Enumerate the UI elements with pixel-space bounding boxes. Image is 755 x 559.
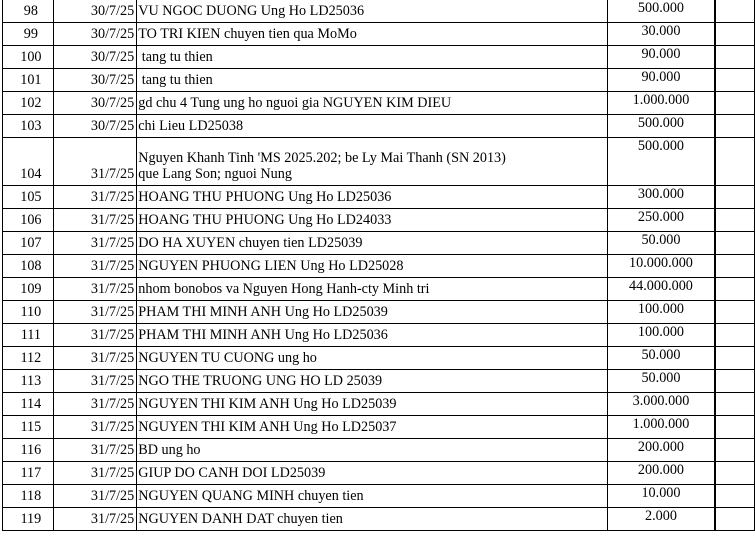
- row-number-cell: 113: [3, 370, 54, 393]
- amount-cell: 1.000.000: [607, 416, 714, 439]
- donation-table: [2, 0, 755, 531]
- date-cell: 31/7/25: [53, 209, 137, 232]
- empty-cell: [715, 278, 755, 301]
- table-row: [3, 232, 755, 255]
- row-number-cell: 117: [3, 462, 54, 485]
- amount-cell: 50.000: [607, 232, 714, 255]
- row-number-cell: 110: [3, 301, 54, 324]
- empty-cell: [715, 69, 755, 92]
- description-line-1: Nguyen Khanh Tinh 'MS 2025.202; be Ly Mai Thanh (SN 2013): [138, 150, 506, 166]
- row-number-cell: 102: [3, 92, 54, 115]
- empty-cell: [715, 209, 755, 232]
- description-cell: PHAM THI MINH ANH Ung Ho LD25039: [137, 301, 608, 324]
- empty-cell: [715, 393, 755, 416]
- row-number-cell: 101: [3, 69, 54, 92]
- empty-cell: [715, 92, 755, 115]
- empty-cell: [715, 462, 755, 485]
- amount-cell: 500.000: [607, 138, 714, 186]
- amount-cell: 200.000: [607, 462, 714, 485]
- description-cell: PHAM THI MINH ANH Ung Ho LD25036: [137, 324, 608, 347]
- table-row: [3, 347, 755, 370]
- row-number-cell: 107: [3, 232, 54, 255]
- table-row: [3, 393, 755, 416]
- date-cell: 31/7/25: [53, 416, 137, 439]
- description-cell: DO HA XUYEN chuyen tien LD25039: [137, 232, 608, 255]
- date-cell: 31/7/25: [53, 278, 137, 301]
- description-cell: VU NGOC DUONG Ung Ho LD25036: [137, 0, 608, 23]
- table-row: [3, 92, 755, 115]
- empty-cell: [715, 115, 755, 138]
- table-row: [3, 46, 755, 69]
- date-cell: 31/7/25: [53, 508, 137, 531]
- description-cell: tang tu thien: [137, 46, 608, 69]
- table-row: [3, 209, 755, 232]
- empty-cell: [715, 508, 755, 531]
- table-row: [3, 416, 755, 439]
- row-number-cell: 116: [3, 439, 54, 462]
- date-cell: 31/7/25: [53, 393, 137, 416]
- table-row: [3, 439, 755, 462]
- empty-cell: [715, 0, 755, 23]
- description-cell: chi Lieu LD25038: [137, 115, 608, 138]
- description-cell: gd chu 4 Tung ung ho nguoi gia NGUYEN KIM DIEU: [137, 92, 608, 115]
- date-cell: 30/7/25: [53, 23, 137, 46]
- row-number-cell: 115: [3, 416, 54, 439]
- description-cell: NGUYEN THI KIM ANH Ung Ho LD25037: [137, 416, 608, 439]
- empty-cell: [715, 416, 755, 439]
- row-number-cell: 108: [3, 255, 54, 278]
- empty-cell: [715, 347, 755, 370]
- description-cell: BD ung ho: [137, 439, 608, 462]
- table-row: [3, 370, 755, 393]
- row-number-cell: 105: [3, 186, 54, 209]
- description-cell: NGUYEN THI KIM ANH Ung Ho LD25039: [137, 393, 608, 416]
- empty-cell: [715, 186, 755, 209]
- table-row: [3, 462, 755, 485]
- empty-cell: [715, 255, 755, 278]
- date-cell: 31/7/25: [53, 255, 137, 278]
- amount-cell: 50.000: [607, 370, 714, 393]
- amount-cell: 250.000: [607, 209, 714, 232]
- date-cell: 30/7/25: [53, 92, 137, 115]
- row-number-cell: 104: [3, 138, 54, 186]
- empty-cell: [715, 232, 755, 255]
- table-row: [3, 0, 755, 23]
- amount-cell: 2.000: [607, 508, 714, 531]
- amount-cell: 30.000: [607, 23, 714, 46]
- date-cell: 30/7/25: [53, 115, 137, 138]
- description-cell: NGUYEN DANH DAT chuyen tien: [137, 508, 608, 531]
- amount-cell: 44.000.000: [607, 278, 714, 301]
- amount-cell: 1.000.000: [607, 92, 714, 115]
- amount-cell: 500.000: [607, 0, 714, 23]
- amount-cell: 10.000.000: [607, 255, 714, 278]
- empty-cell: [715, 324, 755, 347]
- description-cell: nhom bonobos va Nguyen Hong Hanh-cty Minh tri: [137, 278, 608, 301]
- date-cell: 31/7/25: [53, 347, 137, 370]
- date-cell: 31/7/25: [53, 186, 137, 209]
- table-row: [3, 186, 755, 209]
- empty-cell: [715, 370, 755, 393]
- row-number-cell: 103: [3, 115, 54, 138]
- empty-cell: [715, 23, 755, 46]
- empty-cell: [715, 485, 755, 508]
- description-cell: [137, 138, 608, 186]
- table-row: [3, 485, 755, 508]
- date-cell: 31/7/25: [53, 301, 137, 324]
- amount-cell: 200.000: [607, 439, 714, 462]
- table-row: [3, 255, 755, 278]
- row-number-cell: 111: [3, 324, 54, 347]
- empty-cell: [715, 138, 755, 186]
- row-number-cell: 118: [3, 485, 54, 508]
- amount-cell: 100.000: [607, 301, 714, 324]
- description-line-2: que Lang Son; nguoi Nung: [138, 166, 292, 182]
- description-cell: NGUYEN QUANG MINH chuyen tien: [137, 485, 608, 508]
- date-cell: 31/7/25: [53, 462, 137, 485]
- date-cell: 30/7/25: [53, 69, 137, 92]
- table-row: [3, 23, 755, 46]
- table-row: [3, 69, 755, 92]
- row-number-cell: 98: [3, 0, 54, 23]
- amount-cell: 10.000: [607, 485, 714, 508]
- row-number-cell: 99: [3, 23, 54, 46]
- empty-cell: [715, 301, 755, 324]
- amount-cell: 50.000: [607, 347, 714, 370]
- description-cell: tang tu thien: [137, 69, 608, 92]
- table-row: [3, 324, 755, 347]
- table-body: [3, 0, 755, 531]
- amount-cell: 300.000: [607, 186, 714, 209]
- description-cell: NGUYEN PHUONG LIEN Ung Ho LD25028: [137, 255, 608, 278]
- table-row: [3, 115, 755, 138]
- row-number-cell: 100: [3, 46, 54, 69]
- date-cell: 31/7/25: [53, 485, 137, 508]
- description-cell: HOANG THU PHUONG Ung Ho LD25036: [137, 186, 608, 209]
- description-cell: HOANG THU PHUONG Ung Ho LD24033: [137, 209, 608, 232]
- amount-cell: 90.000: [607, 46, 714, 69]
- date-cell: 30/7/25: [53, 0, 137, 23]
- amount-cell: 90.000: [607, 69, 714, 92]
- row-number-cell: 119: [3, 508, 54, 531]
- table-row: [3, 508, 755, 531]
- table-row: [3, 138, 755, 186]
- date-cell: 31/7/25: [53, 439, 137, 462]
- description-cell: NGO THE TRUONG UNG HO LD 25039: [137, 370, 608, 393]
- date-cell: 31/7/25: [53, 324, 137, 347]
- amount-cell: 500.000: [607, 115, 714, 138]
- row-number-cell: 106: [3, 209, 54, 232]
- date-cell: 31/7/25: [53, 138, 137, 186]
- amount-cell: 100.000: [607, 324, 714, 347]
- description-cell: GIUP DO CANH DOI LD25039: [137, 462, 608, 485]
- description-cell: NGUYEN TU CUONG ung ho: [137, 347, 608, 370]
- amount-cell: 3.000.000: [607, 393, 714, 416]
- table-row: [3, 278, 755, 301]
- empty-cell: [715, 439, 755, 462]
- empty-cell: [715, 46, 755, 69]
- row-number-cell: 112: [3, 347, 54, 370]
- row-number-cell: 114: [3, 393, 54, 416]
- description-cell: TO TRI KIEN chuyen tien qua MoMo: [137, 23, 608, 46]
- row-number-cell: 109: [3, 278, 54, 301]
- date-cell: 31/7/25: [53, 232, 137, 255]
- table-row: [3, 301, 755, 324]
- date-cell: 30/7/25: [53, 46, 137, 69]
- date-cell: 31/7/25: [53, 370, 137, 393]
